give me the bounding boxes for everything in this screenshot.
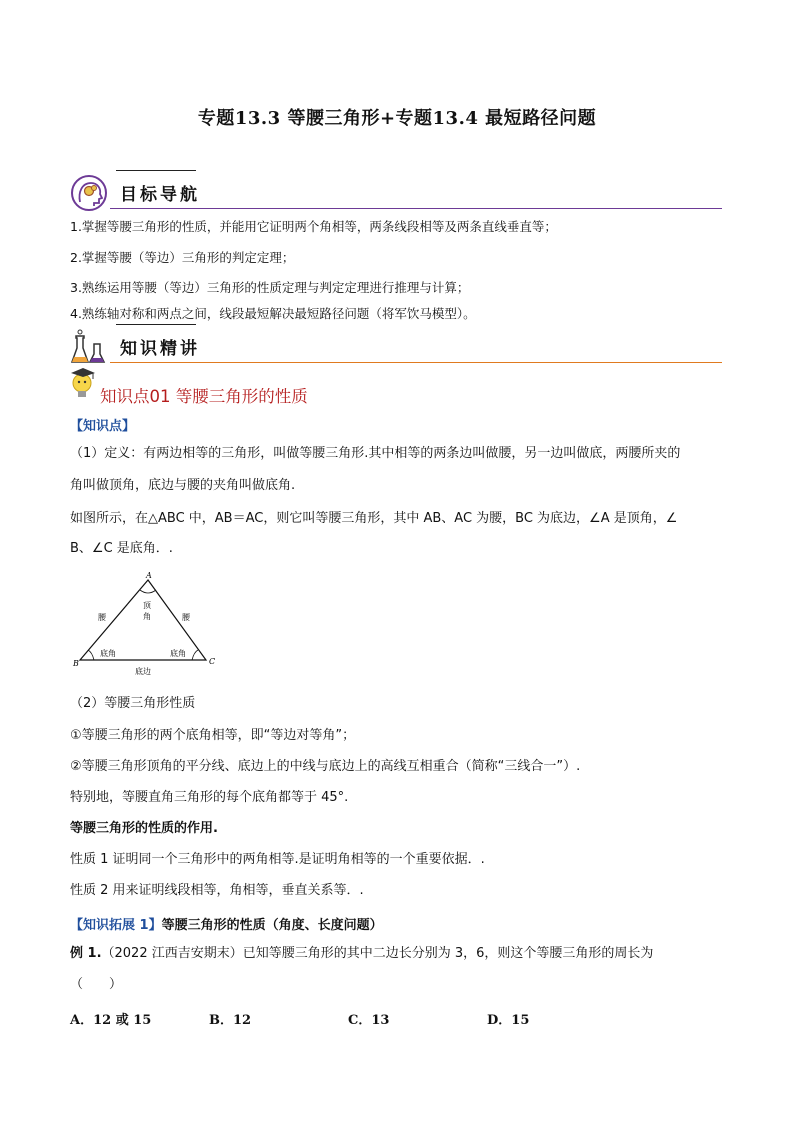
- page-title: 专题13.3 等腰三角形+专题13.4 最短路径问题: [197, 108, 597, 129]
- goal-item-3: 3.熟练运用等腰（等边）三角形的性质定理与判定定理进行推理与计算；: [70, 280, 470, 295]
- properties-title: （2）等腰三角形性质: [70, 696, 196, 711]
- extension-tag: 【知识拓展 1】: [70, 918, 162, 933]
- lightbulb-graduate-icon: [68, 366, 98, 400]
- special-case: 特别地，等腰直角三角形的每个底角都等于 45°.: [70, 790, 349, 805]
- property-2: ②等腰三角形顶角的平分线、底边上的中线与底边上的高线互相重合（简称“三线合一”）.: [70, 759, 581, 774]
- usage-2: 性质 2 用来证明线段相等，角相等，垂直关系等．.: [70, 883, 364, 898]
- header-top-line: [116, 170, 196, 171]
- figure-description-line-2: B、∠C 是底角．.: [70, 541, 173, 556]
- example-label: 例 1.: [70, 946, 102, 961]
- definition-line-2: 角叫做顶角，底边与腰的夹角叫做底角.: [70, 478, 296, 493]
- definition-line-1: （1）定义：有两边相等的三角形，叫做等腰三角形.其中相等的两条边叫做腰，另一边叫做底，两腰所夹的: [70, 446, 681, 461]
- apex-angle-arc: [140, 590, 156, 593]
- vertex-a-label: A: [146, 571, 152, 580]
- vertex-c-label: C: [209, 657, 216, 666]
- goals-section-header: [70, 170, 722, 212]
- header-top-line: [116, 324, 196, 325]
- knowledge-tag: 【知识点】: [70, 419, 136, 434]
- left-base-angle-arc: [88, 650, 94, 660]
- goal-item-2: 2.掌握等腰（等边）三角形的判定定理；: [70, 250, 295, 265]
- lab-flasks-icon: [70, 328, 108, 366]
- goals-heading: 目标导航: [120, 185, 200, 205]
- goals-divider: [110, 208, 722, 209]
- extension-text: 等腰三角形的性质（角度、长度问题）: [161, 918, 383, 933]
- left-base-angle-label: 底角: [100, 649, 116, 658]
- choice-a: A．12 或 15: [70, 1013, 152, 1028]
- choice-d: D．15: [487, 1013, 530, 1028]
- goal-item-4: 4.熟练轴对称和两点之间，线段最短解决最短路径问题（将军饮马模型）。: [70, 306, 476, 321]
- apex-label-2: 角: [143, 612, 151, 621]
- vertex-b-label: B: [73, 659, 79, 668]
- isosceles-triangle-figure: [70, 568, 220, 680]
- usage-1: 性质 1 证明同一个三角形中的两角相等.是证明角相等的一个重要依据．.: [70, 852, 485, 867]
- choice-c: C．13: [348, 1013, 390, 1028]
- figure-description-line-1: 如图所示，在△ABC 中，AB＝AC，则它叫等腰三角形，其中 AB、AC 为腰，BC 为底边，∠A 是顶角，∠: [70, 511, 678, 526]
- usage-title: 等腰三角形的性质的作用.: [70, 821, 218, 836]
- example-answer-blank: （ ）: [70, 977, 123, 992]
- example-text: （2022 江西吉安期末）已知等腰三角形的其中二边长分别为 3，6，则这个等腰三角形的周长为: [101, 946, 654, 961]
- example-question: [70, 946, 725, 962]
- knowledge-heading: 知识精讲: [120, 339, 200, 359]
- right-base-angle-arc: [192, 650, 198, 660]
- base-label: 底边: [135, 667, 151, 676]
- knowledge-section-header: [70, 324, 722, 366]
- right-leg-label: 腰: [182, 613, 190, 622]
- choice-b: B．12: [209, 1013, 252, 1028]
- knowledge-divider: [110, 362, 722, 363]
- right-base-angle-label: 底角: [170, 649, 186, 658]
- knowledge-point-title: 知识点01 等腰三角形的性质: [100, 387, 308, 406]
- extension-heading: [70, 914, 383, 933]
- property-1: ①等腰三角形的两个底角相等，即“等边对等角”；: [70, 728, 356, 743]
- apex-label: 顶: [143, 601, 151, 610]
- left-leg-label: 腰: [98, 613, 106, 622]
- goal-item-1: 1.掌握等腰三角形的性质，并能用它证明两个角相等，两条线段相等及两条直线垂直等；: [70, 219, 557, 234]
- head-gears-icon: [70, 174, 108, 212]
